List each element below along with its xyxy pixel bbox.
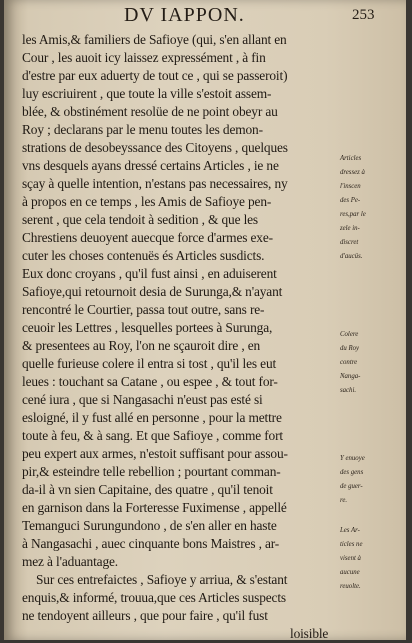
note-line: Articles — [340, 155, 362, 162]
text-line: ne tendoyent ailleurs , que pour faire , qu'il fust — [22, 608, 268, 623]
text-line: peu expert aux armes, n'estoit suffisant pour assou- — [22, 446, 288, 461]
note-line: visent à — [340, 555, 361, 562]
text-line: à Nangasachi , auec cinquante bons Maistres , ar- — [22, 536, 280, 551]
text-line: luy escriuirent , que toute la ville s'estoit assem- — [22, 86, 272, 101]
note-line: ticles ne — [340, 541, 363, 548]
text-line: à propos en ce temps , les Amis de Safioye pen- — [22, 194, 272, 209]
note-line: des gens — [340, 469, 364, 476]
text-line: serent , que cela tendoit à sedition , & que les — [22, 212, 258, 227]
text-line: Cour , les auoit icy laissez expressément , à fin — [22, 50, 266, 65]
running-head: DV IAPPON. — [124, 4, 245, 26]
text-line: strations de desobeyssance des Citoyens , quelques — [22, 140, 288, 155]
book-page — [4, 0, 406, 640]
note-line: dressez à — [340, 169, 365, 176]
text-line: d'estre par eux aduerty de tout ce , qui se passeroit) — [22, 68, 288, 83]
text-line: pir,& esteindre telle rebellion ; pourtant comman- — [22, 464, 281, 479]
text-line: rencontré le Courtier, passa tout outre, sans re- — [22, 302, 265, 317]
note-line: Les Ar- — [340, 527, 360, 534]
note-line: d'aucüs. — [340, 253, 363, 260]
text-line: Chrestiens deuoyent auecque force d'armes exe- — [22, 230, 273, 245]
text-line: blée, & obstinément resolüe de ne point obeyr au — [22, 104, 278, 119]
margin-note — [340, 328, 406, 398]
text-line: les Amis,& familiers de Safioye (qui, s'en allant en — [22, 32, 287, 47]
note-line: Nanga- — [340, 373, 361, 380]
note-line: aucune — [340, 569, 360, 576]
text-line: Eux donc croyans , qu'il fust ainsi , en aduiserent — [22, 266, 277, 281]
text-line: mez à l'aduantage. — [22, 554, 118, 569]
text-line: cené iura , que si Nangasachi n'eust pas esté si — [22, 392, 263, 407]
text-line: vns desquels ayans dressé certains Articles , ie ne — [22, 158, 279, 173]
text-line: quelle furieuse colere il entra si tost , qu'il les eut — [22, 356, 277, 371]
text-line: Roy ; declarans par le menu toutes les demon- — [22, 122, 263, 137]
note-line: l'inscen — [340, 183, 361, 190]
text-line: Temanguci Surungundono , de s'en aller en haste — [22, 518, 277, 533]
note-line: discret — [340, 239, 359, 246]
margin-note — [340, 524, 406, 594]
text-line: da-il à vn sien Capitaine, des quatre , qu'il tenoit — [22, 482, 273, 497]
text-line: sçay à quelle intention, n'estans pas necessaires, ny — [22, 176, 288, 191]
note-line: Colere — [340, 331, 359, 338]
text-line: en garnison dans la Forteresse Fuximense , appellé — [22, 500, 287, 515]
catchword: loisible — [290, 626, 329, 641]
text-line: ceuoir les Lettres , lesquelles portees à Surunga, — [22, 320, 273, 335]
text-line: enquis,& informé, trouua,que ces Articles suspects — [22, 590, 286, 605]
margin-note — [340, 152, 406, 264]
note-line: res,par le — [340, 211, 366, 218]
text-line: & presentees au Roy, l'on ne sçauroit dire , en — [22, 338, 261, 353]
text-line: Safioye,qui retournoit desia de Surunga,& n'ayant — [22, 284, 283, 299]
note-line: contre — [340, 359, 358, 366]
note-line: du Roy — [340, 345, 360, 352]
text-line: leues : touchant sa Catane , ou espee , & tout for- — [22, 374, 278, 389]
note-line: de guer- — [340, 483, 363, 490]
page-header — [4, 4, 406, 26]
note-line: reuolte. — [340, 583, 361, 590]
note-line: re. — [340, 497, 348, 504]
page-number: 253 — [352, 7, 375, 23]
text-line: Sur ces entrefaictes , Safioye y arriua, & s'estant — [36, 572, 288, 587]
note-line: zele in- — [340, 225, 360, 232]
note-line: sachi. — [340, 387, 357, 394]
margin-note — [340, 452, 406, 508]
text-line: toute à feu, & à sang. Et que Safioye , comme fort — [22, 428, 283, 443]
note-line: des Pe- — [340, 197, 361, 204]
text-line: cuter les choses contenuës és Articles susdicts. — [22, 248, 265, 263]
text-line: esloigné, il y fust allé en personne , pour la mettre — [22, 410, 282, 425]
note-line: Y enuoye — [340, 455, 365, 462]
